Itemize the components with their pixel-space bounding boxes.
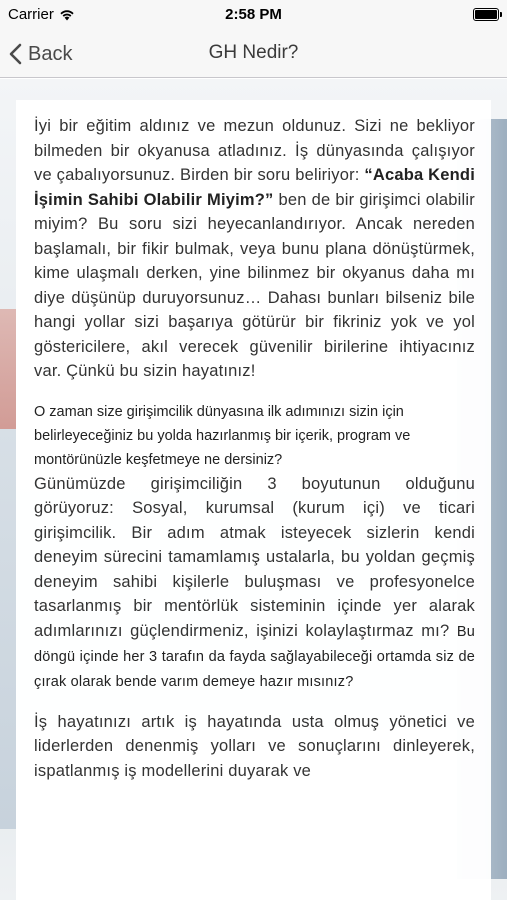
spacer [34, 384, 475, 400]
paragraph-career: İş hayatınızı artık iş hayatında usta olmuş yönetici ve liderlerden denenmiş yolları ve sonuçlarını dinleyerek, ispatlanmış iş modellerini duyarak ve [34, 712, 475, 780]
navigation-bar [0, 30, 507, 78]
paragraph-intro-highlight: “Acaba Kendi İşimin Sahibi Olabilir Miyim?” [34, 166, 475, 209]
paragraph-dimensions-question: Bu döngü içinde her 3 tarafın da fayda sağlayabileceği ortamda siz de çırak olarak bende varım demeye hazır mısınız? [34, 623, 475, 690]
paragraph-intro-text-1: İyi bir eğitim aldınız ve mezun oldunuz. Sizi ne bekliyor bilmeden bir okyanusa atladınız. İş dünyasında çalışıyor ve çabalıyorsunuz. Birden bir soru beliriyor: [34, 117, 475, 184]
status-time: 2:58 PM [225, 6, 282, 23]
status-bar [0, 0, 507, 30]
content-card[interactable] [16, 100, 491, 900]
paragraph-dimensions-text: Günümüzde girişimciliğin 3 boyutunun olduğunu görüyoruz: Sosyal, kurumsal (kurum içi) ve ticari girişimcilik. Bir adım atmak isteyecek sizlerin kendi deneyim sürecini tamamlamış ustalarla, bu yoldan geçmiş deneyim sahibi kişilerle buluşması ve profesyonelce tasarlanmış bir mentörlük sisteminin içinde yer alarak adımlarınızı güçlendirmeniz, işinizi kolaylaştırmaz mı? [34, 474, 475, 640]
background-detail [0, 309, 16, 429]
background-detail-left [0, 429, 16, 829]
spacer-2 [34, 694, 475, 710]
carrier-label: Carrier [8, 6, 54, 23]
page-title: GH Nedir? [208, 42, 299, 63]
paragraph-dimensions [34, 472, 475, 694]
paragraph-intro [34, 114, 475, 384]
paragraph-intro-text-2: ben de bir girişimci olabilir miyim? Bu soru sizi heyecanlandırıyor. Ancak nereden başlamalı, bir fikir bulmak, veya bunu plana dönüştürmek, kime ulaşmalı derken, yine bilinmez bir okyanus daha mı diye düşünüp duruyorsunuz… Dahası bunları bilseniz bile hangi yollar sizi başarıya götürür bir fikriniz yok ve yol göstericilere, akıl verecek güvenilir birilerine ihtiyacınız var. Çünkü bu sizin hayatınız! [34, 190, 475, 380]
back-button-label: Back [28, 42, 73, 65]
battery-icon [473, 8, 499, 21]
paragraph-question: O zaman size girişimcilik dünyasına ilk adımınızı sizin için belirleyeceğiniz bu yolda hazırlanmış bir içerik, program ve montörünüzle keşfetmeye ne dersiniz? [34, 403, 411, 468]
